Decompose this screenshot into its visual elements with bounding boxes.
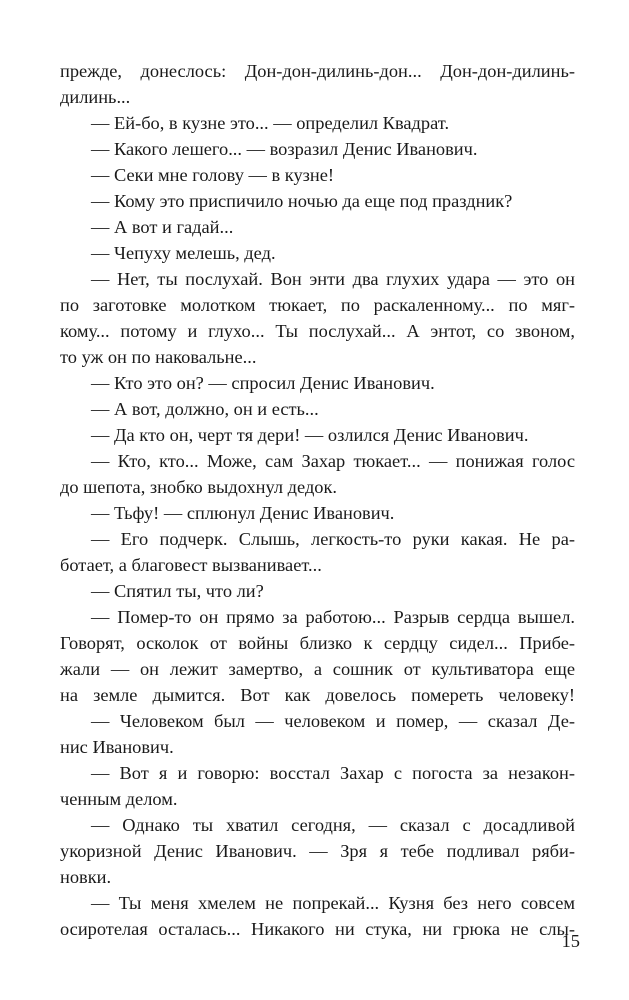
text-line: — Кто это он? — спросил Денис Иванович. — [91, 373, 435, 393]
text-line: — Да кто он, черт тя дери! — озлился Денис Иванович. — [91, 425, 529, 445]
text-line: до шепота, знобко выдохнул дедок. — [60, 477, 338, 497]
text-line: прежде, донеслось: Дон-дон-дилинь-дон... Дон-дон-дилинь- — [60, 61, 575, 81]
text-line: ботает, а благовест вызванивает... — [60, 555, 322, 575]
text-line: — Секи мне голову — в кузне! — [91, 165, 335, 185]
text-line: — Тьфу! — сплюнул Денис Иванович. — [91, 503, 395, 523]
text-line: по заготовке молотком тюкает, по раскаленному... по мяг- — [60, 295, 575, 315]
text-line: дилинь... — [60, 87, 131, 107]
text-line: — Вот я и говорю: восстал Захар с погоста за незакон- — [91, 763, 575, 783]
text-line: нис Иванович. — [60, 737, 174, 757]
text-line: — А вот и гадай... — [91, 217, 234, 237]
text-line: — Кому это приспичило ночью да еще под праздник? — [91, 191, 513, 211]
text-line: — Однако ты хватил сегодня, — сказал с досадливой — [91, 815, 575, 835]
page-number: 15 — [561, 931, 580, 951]
text-line: — Человеком был — человеком и помер, — сказал Де- — [91, 711, 575, 731]
text-line: ченным делом. — [60, 789, 178, 809]
text-line: — Помер-то он прямо за работою... Разрыв сердца вышел. — [91, 607, 575, 627]
text-line: — Его подчерк. Слышь, легкость-то руки какая. Не ра- — [91, 529, 575, 549]
text-line: укоризной Денис Иванович. — Зря я тебе подливал ряби- — [60, 841, 575, 861]
text-line: — Ей-бо, в кузне это... — определил Квадрат. — [91, 113, 450, 133]
text-line: — Чепуху мелешь, дед. — [91, 243, 276, 263]
text-line: на земле дымится. Вот как довелось помереть человеку! — [60, 685, 575, 705]
text-line: — Нет, ты послухай. Вон энти два глухих удара — это он — [91, 269, 575, 289]
text-line: жали — он лежит замертво, а сошник от культиватора еще — [60, 659, 575, 679]
text-line: то уж он по наковальне... — [60, 347, 257, 367]
text-line: — Спятил ты, что ли? — [91, 581, 264, 601]
text-line: — Какого лешего... — возразил Денис Иванович. — [91, 139, 478, 159]
text-line: новки. — [60, 867, 112, 887]
text-line: осиротелая осталась... Никакого ни стука, ни грюка не слы- — [60, 919, 575, 939]
text-line: — А вот, должно, он и есть... — [91, 399, 319, 419]
text-line: Говорят, осколок от войны близко к сердцу сидел... Прибе- — [60, 633, 575, 653]
text-line: — Ты меня хмелем не попрекай... Кузня без него совсем — [91, 893, 575, 913]
text-line: кому... потому и глухо... Ты послухай... А энтот, со звоном, — [60, 321, 575, 341]
text-line: — Кто, кто... Може, сам Захар тюкает... — понижая голос — [91, 451, 575, 471]
